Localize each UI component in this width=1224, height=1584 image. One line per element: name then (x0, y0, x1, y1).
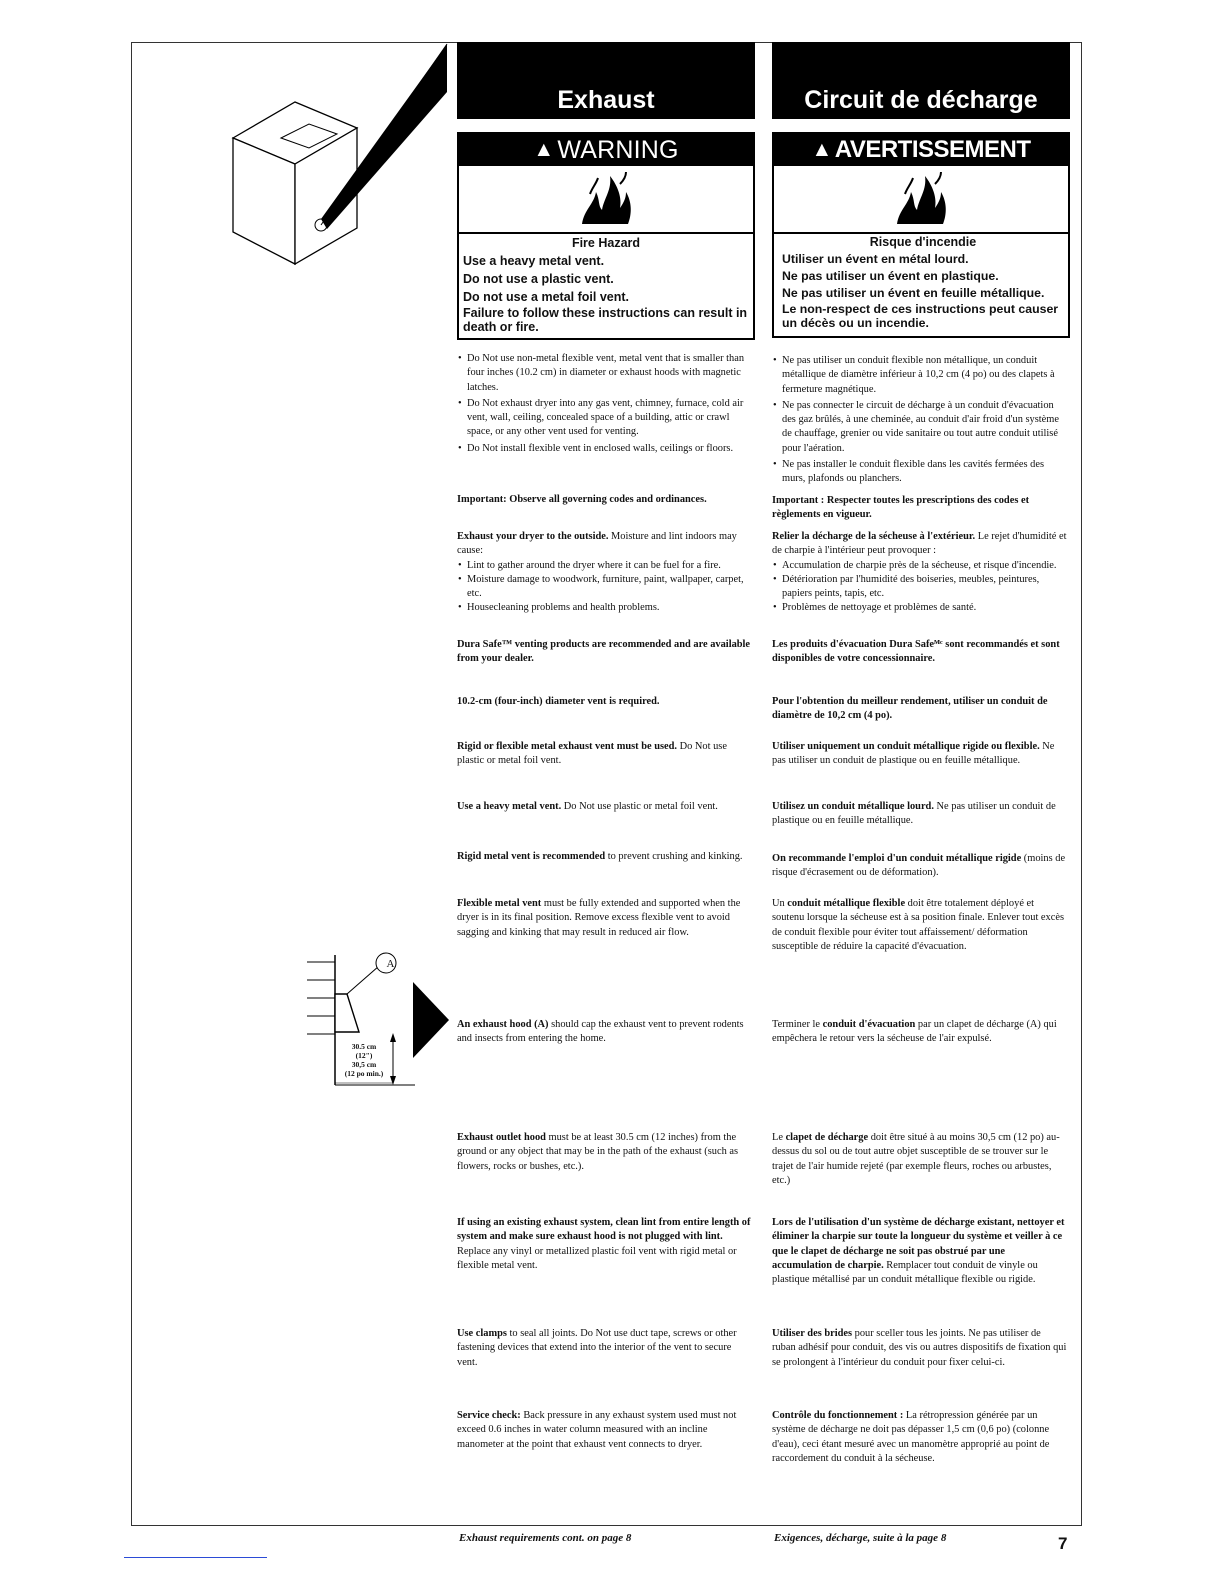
list-item: • Accumulation de charpie près de la sécheuse, et risque d'incendie. (782, 559, 1067, 573)
rigid-flex-paragraph: Utiliser uniquement un conduit métallique rigide ou flexible. Ne pas utiliser un conduit de plastique ou en feuille métallique. (772, 741, 1055, 767)
warning-line: Do not use a plastic vent. (463, 272, 614, 286)
footer-en: Exhaust requirements cont. on page 8 (459, 1532, 632, 1544)
list-item: • Do Not install flexible vent in enclosed walls, ceilings or floors. (467, 442, 752, 456)
exhaust-hood-paragraph: An exhaust hood (A) should cap the exhaust vent to prevent rodents and insects from entering the home. (457, 1019, 744, 1045)
section-title: Circuit de décharge (772, 42, 1070, 119)
clamps-paragraph: Use clamps to seal all joints. Do Not use duct tape, screws or other fastening devices that extend into the interior of the vent to secure vent. (457, 1328, 737, 1368)
list-item: • Housecleaning problems and health problems. (467, 601, 752, 615)
warning-triangle-icon: ▲ (811, 138, 832, 161)
exhaust-hood-paragraph: Terminer le conduit d'évacuation par un clapet de décharge (A) qui empêchera le retour vers la sécheuse de l'air expulsé. (772, 1019, 1057, 1045)
hazard-title: Risque d'incendie (869, 235, 977, 249)
outlet-hood-paragraph: Exhaust outlet hood must be at least 30.5 cm (12 inches) from the ground or any object that may be in the path of the exhaust (such as flowers, rocks or bushes, etc.). (457, 1132, 739, 1172)
prohibition-list (457, 352, 752, 456)
list-item: • Ne pas installer le conduit flexible dans les cavités fermées des murs, plafonds ou planchers. (782, 458, 1067, 487)
page-number: 7 (1058, 1534, 1068, 1553)
clamps-paragraph: Utiliser des brides pour sceller tous les joints. Ne pas utiliser de ruban adhésif pour conduit, des vis ou autres dispositifs de fixation qui se prolongent à l'intérieur du conduit pour fixer celui-ci. (772, 1328, 1067, 1368)
existing-system-paragraph: If using an existing exhaust system, clean lint from entire length of system and make sure exhaust hood is not plugged with lint. Replace any vinyl or metallized plastic foil vent with rigid metal or flexible metal vent. (457, 1217, 751, 1271)
list-item: • Moisture damage to woodwork, furniture, paint, wallpaper, carpet, etc. (467, 573, 752, 602)
warning-line: Ne pas utiliser un évent en feuille métallique. (782, 286, 1045, 300)
fire-icon (774, 166, 1068, 234)
list-item: • Do Not use non-metal flexible vent, metal vent that is smaller than four inches (10.2 cm) in diameter or exhaust hoods with magnetic latches. (467, 352, 752, 395)
dimension-label: 30.5 cm (12") 30,5 cm (12 po min.) (344, 1042, 384, 1078)
warning-line: Use a heavy metal vent. (463, 254, 605, 268)
warning-banner (774, 134, 1068, 166)
list-item: • Lint to gather around the dryer where it can be fuel for a fire. (467, 559, 752, 573)
list-item: • Problèmes de nettoyage et problèmes de santé. (782, 601, 1067, 615)
rigid-vent-paragraph: On recommande l'emploi d'un conduit métallique rigide (moins de risque d'écrasement ou de déformation). (772, 853, 1066, 879)
durasafe-note: Dura Safe™ venting products are recommended and are available from your dealer. (457, 639, 751, 665)
dryer-illustration (225, 42, 455, 272)
list-item: • Ne pas utiliser un conduit flexible non métallique, un conduit métallique de diamètre inférieur à 10,2 cm (4 po) ou des clapets à fermeture magnétique. (782, 354, 1067, 397)
fire-icon (459, 166, 753, 234)
list-item: • Détérioration par l'humidité des boiseries, meubles, peintures, papiers peints, tapis, etc. (782, 573, 1067, 602)
heavy-vent-paragraph: Utilisez un conduit métallique lourd. Ne pas utiliser un conduit de plastique ou en feuille métallique. (772, 801, 1056, 827)
callout-a: A (386, 958, 395, 970)
warning-box (457, 132, 755, 340)
flexible-vent-paragraph: Flexible metal vent must be fully extended and supported when the dryer is in its final position. Remove excess flexible vent to avoid sagging and kinking that may result in reduced air flow. (457, 898, 741, 938)
french-column (772, 42, 1070, 1464)
warning-line: Ne pas utiliser un évent en plastique. (782, 269, 999, 283)
warning-banner (459, 134, 753, 166)
warning-label: WARNING (557, 135, 679, 164)
heavy-vent-paragraph: Use a heavy metal vent. Do Not use plastic or metal foil vent. (457, 801, 718, 812)
outside-paragraph: Relier la décharge de la sécheuse à l'extérieur. Le rejet d'humidité et de charpie à l'intérieur peut provoquer : • Accumulation de charpie près de la sécheuse, et risque d'incendie. • Détérioration par l'humidité des boiseries, meubles, peintures, papiers peints, tapis, etc. • Problèmes de nettoyage et problèmes de santé. (772, 530, 1067, 616)
list-item: • Ne pas connecter le circuit de décharge à un conduit d'évacuation des gaz brûlés, à une cheminée, au conduit d'air froid d'un système de chauffage, grenier ou vide sanitaire ou tout autre conduit utilisé pour l'aération. (782, 399, 1067, 456)
warning-line: Do not use a metal foil vent. (463, 290, 629, 304)
diameter-note: Pour l'obtention du meilleur rendement, utiliser un conduit de diamètre de 10,2 cm (4 po). (772, 696, 1048, 722)
diameter-note: 10.2-cm (four-inch) diameter vent is required. (457, 696, 660, 707)
english-column (457, 42, 755, 1450)
warning-line: Le non-respect de ces instructions peut causer un décès ou un incendie. (782, 302, 1059, 330)
warning-line: Utiliser un évent en métal lourd. (782, 252, 969, 266)
outside-paragraph: Exhaust your dryer to the outside. Moisture and lint indoors may cause: • Lint to gather around the dryer where it can be fuel for a fire. • Moisture damage to woodwork, furniture, paint, wallpaper, carpet, etc. • Housecleaning problems and health problems. (457, 530, 752, 616)
warning-line: Failure to follow these instructions can result in death or fire. (463, 306, 748, 334)
warning-triangle-icon: ▲ (533, 138, 555, 161)
service-check-paragraph: Service check: Back pressure in any exhaust system used must not exceed 0.6 inches in water column measured with an incline manometer at the point that exhaust vent connects to dryer. (457, 1410, 737, 1450)
flexible-vent-paragraph: Un conduit métallique flexible doit être totalement déployé et soutenu lorsque la sécheuse est à sa position finale. Enlever tout excès de conduit flexible pour éviter tout affaissement/ déformation susceptible de réduire la capacité d'évacuation. (772, 898, 1065, 952)
service-check-paragraph: Contrôle du fonctionnement : La rétropression générée par un système de décharge ne doit pas dépasser 1,5 cm (0,6 po) (colonne d'eau), ceci étant mesuré avec un manomètre approprié au point de raccordement du conduit à la sécheuse. (772, 1410, 1050, 1464)
existing-system-paragraph: Lors de l'utilisation d'un système de décharge existant, nettoyer et éliminer la charpie sur toute la longueur du système et veiller à ce que le clapet de décharge ne soit pas obstrué par une accumulation de charpie. Remplacer tout conduit de vinyle ou plastique métallisé par un conduit métallique flexible ou rigide. (772, 1217, 1065, 1286)
prohibition-list (772, 354, 1067, 487)
outlet-hood-paragraph: Le clapet de décharge doit être situé à au moins 30,5 cm (12 po) au-dessus du sol ou de tout autre objet susceptible de se trouver sur le trajet de l'air humide rejeté (par exemple fleurs, roches ou arbustes, etc.) (772, 1132, 1060, 1186)
important-note: Important: Observe all governing codes and ordinances. (457, 494, 707, 505)
rigid-flex-paragraph: Rigid or flexible metal exhaust vent must be used. Do Not use plastic or metal foil vent. (457, 741, 727, 767)
rigid-vent-paragraph: Rigid metal vent is recommended to prevent crushing and kinking. (457, 851, 743, 862)
durasafe-note: Les produits d'évacuation Dura Safeᴹᶜ sont recommandés et sont disponibles de votre concessionnaire. (772, 639, 1060, 665)
section-title: Exhaust (457, 42, 755, 119)
footer-fr: Exigences, décharge, suite à la page 8 (774, 1532, 947, 1544)
warning-label: AVERTISSEMENT (834, 136, 1031, 163)
important-note: Important : Respecter toutes les prescriptions des codes et règlements en vigueur. (772, 495, 1030, 521)
link-underline (124, 1557, 267, 1558)
list-item: • Do Not exhaust dryer into any gas vent, chimney, furnace, cold air vent, wall, ceiling, concealed space of a building, attic or crawl space, or any other vent used for venting. (467, 397, 752, 440)
warning-box (772, 132, 1070, 338)
hazard-title: Fire Hazard (571, 236, 641, 250)
